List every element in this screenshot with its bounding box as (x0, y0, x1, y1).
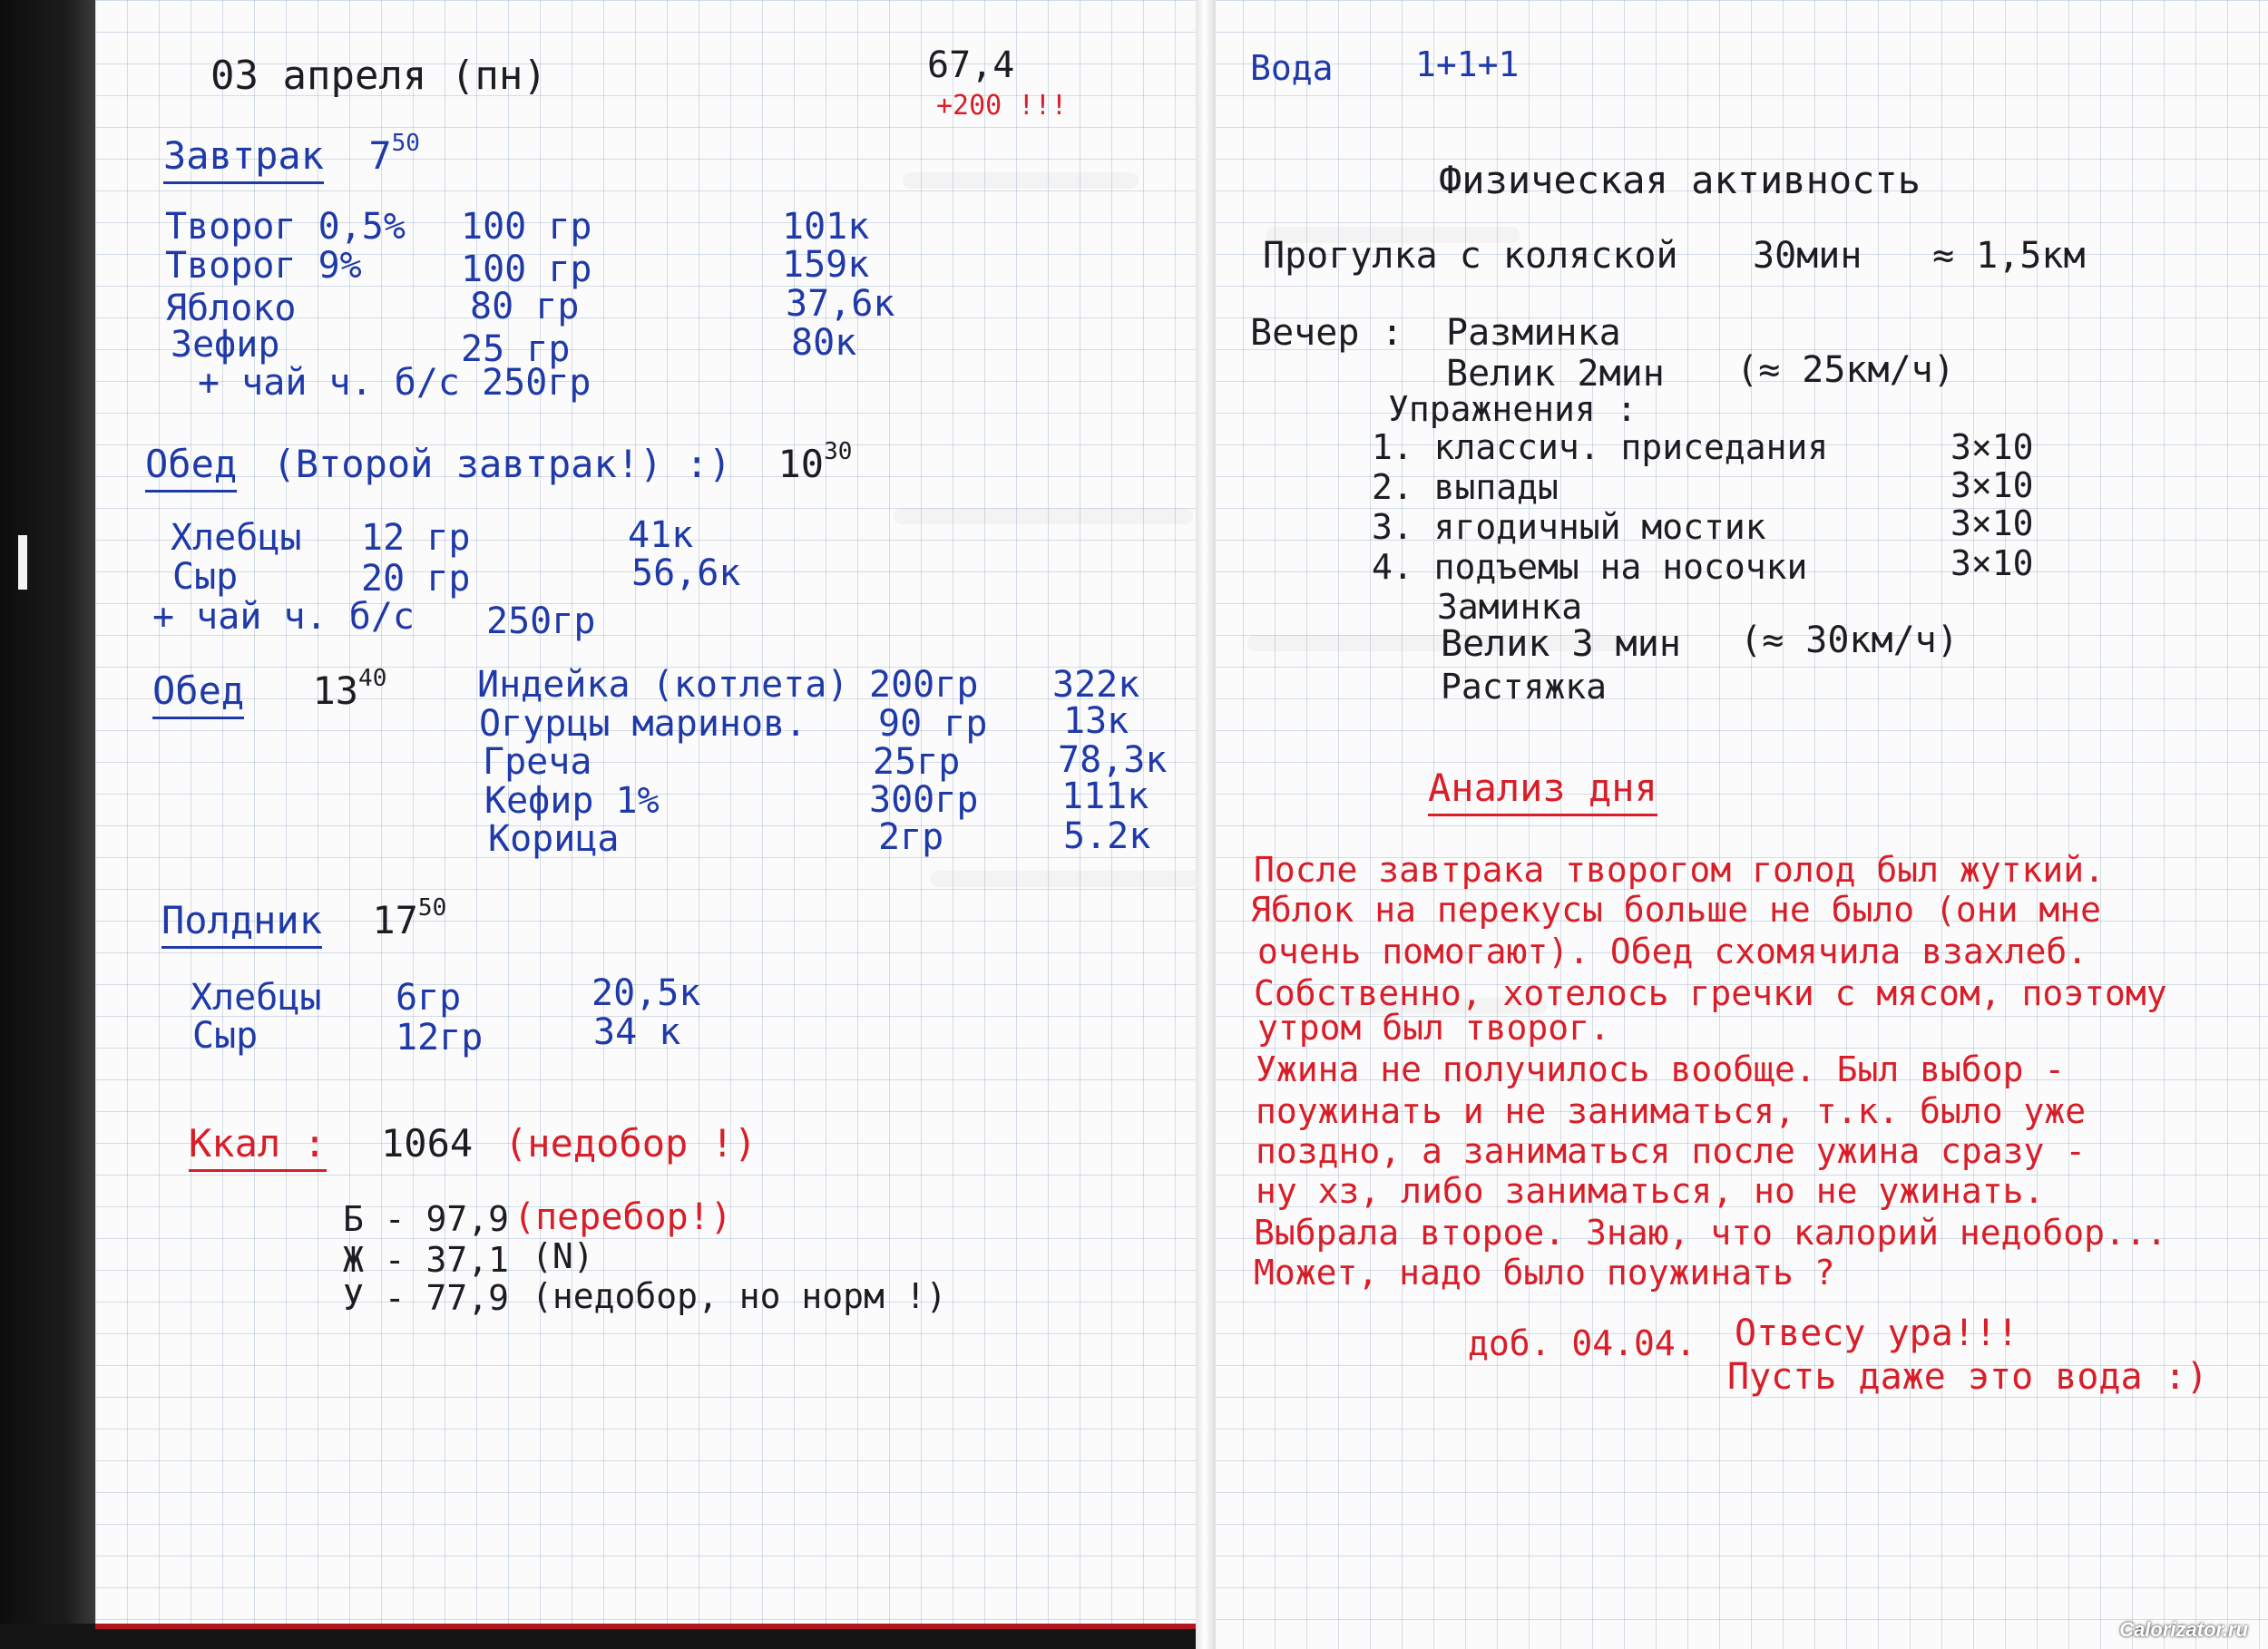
analysis-line: поздно, а заниматься после ужина сразу - (1256, 1131, 2087, 1171)
analysis-line: очень помогают). Обед схомячила взахлеб. (1257, 932, 2088, 971)
walk-distance: ≈ 1,5км (1932, 235, 2086, 277)
lunch-row-5-kcal: 5.2к (1063, 815, 1151, 857)
breakfast-row-1-food: Творог 0,5% (165, 206, 406, 248)
macro-protein: Б - 97,9 (343, 1199, 510, 1239)
exercise-3-reps: 3×10 (1950, 503, 2034, 543)
snack-heading: Полдник $17^{50}$ (161, 896, 446, 940)
breakfast-row-3-qty: 80 гр (470, 286, 580, 327)
bike-2-speed: (≈ 30км/ч) (1740, 620, 1959, 661)
lunch-row-2-kcal: 13к (1063, 700, 1129, 742)
breakfast-row-4-qty: 25 гр (461, 328, 571, 370)
snack-row-1-qty: 6гр (396, 977, 462, 1019)
exercise-3: 3. ягодичный мостик (1372, 507, 1766, 547)
activity-title: Физическая активность (1439, 158, 1921, 202)
lunch-heading: Обед $13^{40}$ (152, 667, 386, 710)
exercise-2-reps: 3×10 (1950, 465, 2034, 505)
snack-row-2-qty: 12гр (396, 1017, 484, 1059)
breakfast-row-1-qty: 100 гр (461, 206, 592, 248)
kcal-note: (недобор !) (504, 1121, 758, 1166)
kcal-total: 1064 (381, 1121, 474, 1166)
weight-change: +200 !!! (936, 90, 1068, 122)
lunch-row-4-food: Кефир 1% (484, 780, 660, 822)
breakfast-row-1-kcal: 101к (782, 206, 870, 248)
exercise-1-reps: 3×10 (1950, 427, 2034, 467)
lunch-row-1-qty: 200гр (869, 664, 979, 706)
second-breakfast-row-1-kcal: 41к (628, 514, 694, 556)
second-breakfast-row-2-food: Сыр (172, 556, 239, 598)
cooldown: Заминка (1437, 587, 1583, 627)
walk-text: Прогулка с коляской (1263, 235, 1678, 277)
watermark: Calorizator.ru (2119, 1618, 2248, 1641)
macro-carbs: У - 77,9 (343, 1278, 510, 1318)
analysis-line: После завтрака творогом голод был жуткий. (1254, 850, 2105, 890)
lunch-row-3-food: Греча (483, 741, 592, 783)
lunch-row-4-qty: 300гр (869, 779, 979, 821)
second-breakfast-row-1-qty: 12 гр (361, 517, 471, 559)
analysis-line: Яблок на перекусы больше не было (они мне (1250, 890, 2101, 930)
analysis-line: поужинать и не заниматься, т.к. было уже (1256, 1091, 2087, 1131)
addendum-line-2: Пусть даже это вода :) (1727, 1356, 2208, 1398)
snack-row-1-food: Хлебцы (191, 977, 322, 1019)
breakfast-row-2-qty: 100 гр (461, 249, 592, 290)
snack-row-2-food: Сыр (192, 1015, 259, 1057)
lunch-row-3-qty: 25гр (873, 741, 961, 783)
stretch: Растяжка (1441, 667, 1608, 707)
macro-protein-note: (перебор!) (513, 1196, 732, 1238)
lunch-row-2-qty: 90 гр (878, 703, 988, 745)
lunch-row-5-food: Корица (488, 818, 620, 860)
lunch-row-1-food: Индейка (котлета) (477, 664, 849, 706)
analysis-line: Собственно, хотелось гречки с мясом, поэтому (1254, 973, 2167, 1013)
breakfast-row-4-kcal: 80к (791, 322, 857, 364)
breakfast-row-4-food: Зефир (171, 324, 280, 366)
breakfast-tea: + чай ч. б/с 250гр (198, 362, 591, 404)
lunch-row-2-food: Огурцы маринов. (479, 703, 807, 745)
warmup: Разминка (1446, 312, 1621, 354)
notebook-spine (1196, 0, 1216, 1649)
breakfast-row-2-food: Творог 9% (165, 245, 362, 287)
second-breakfast-tea: + чай ч. б/с (152, 596, 415, 638)
water-value: 1+1+1 (1415, 44, 1520, 84)
breakfast-row-2-kcal: 159к (782, 244, 870, 286)
exercise-1: 1. классич. приседания (1372, 427, 1829, 467)
analysis-line: Ужина не получилось вообще. Был выбор - (1256, 1049, 2066, 1089)
analysis-title: Анализ дня (1428, 769, 1657, 807)
bike-1-speed: (≈ 25км/ч) (1736, 349, 1955, 391)
breakfast-heading: Завтрак $7^{50}$ (163, 132, 420, 175)
lunch-row-3-kcal: 78,3к (1058, 739, 1168, 781)
bike-2: Велик 3 мин (1441, 623, 1681, 665)
entry-date: 03 апреля (пн) (210, 53, 547, 99)
analysis-line: Может, надо было поужинать ? (1254, 1253, 1835, 1293)
addendum-date: доб. 04.04. (1468, 1323, 1696, 1363)
exercise-2: 2. выпады (1372, 467, 1559, 507)
macro-fat: Ж - 37,1 (343, 1240, 510, 1280)
analysis-line: Выбрала второе. Знаю, что калорий недобор... (1254, 1213, 2167, 1253)
body-weight: 67,4 (927, 44, 1015, 86)
second-breakfast-row-2-qty: 20 гр (361, 558, 471, 600)
second-breakfast-tea-qty: 250гр (486, 600, 596, 642)
water-label: Вода (1250, 48, 1334, 88)
snack-row-2-kcal: 34 к (593, 1011, 681, 1053)
analysis-line: утром был творог. (1257, 1008, 1610, 1048)
exercise-4: 4. подъемы на носочки (1372, 547, 1808, 587)
second-breakfast-row-1-food: Хлебцы (171, 517, 302, 559)
lunch-row-4-kcal: 111к (1061, 776, 1149, 817)
macro-fat-note: (N) (532, 1236, 594, 1276)
exercises-title: Упражнения : (1388, 389, 1637, 429)
exercise-4-reps: 3×10 (1950, 543, 2034, 583)
lunch-row-1-kcal: 322к (1052, 664, 1140, 706)
kcal-label: Ккал : (189, 1125, 327, 1163)
bike-1: Велик 2мин (1446, 353, 1665, 395)
breakfast-row-3-food: Яблоко (165, 288, 297, 329)
second-breakfast-row-2-kcal: 56,6к (631, 552, 741, 594)
lunch-row-5-qty: 2гр (878, 816, 944, 858)
binder-edge (0, 0, 95, 1649)
walk-duration: 30мин (1753, 235, 1862, 277)
breakfast-row-3-kcal: 37,6к (786, 283, 895, 325)
red-cover-strip (95, 1624, 1211, 1629)
addendum-line-1: Отвесу ура!!! (1735, 1312, 2019, 1354)
analysis-line: ну хз, либо заниматься, но не ужинать. (1256, 1171, 2045, 1211)
second-breakfast-heading: Обед (Второй завтрак!) :) $10^{30}$ (145, 440, 852, 483)
snack-row-1-kcal: 20,5к (591, 972, 701, 1014)
macro-carbs-note: (недобор, но норм !) (532, 1276, 947, 1316)
evening-label: Вечер : (1250, 312, 1403, 354)
